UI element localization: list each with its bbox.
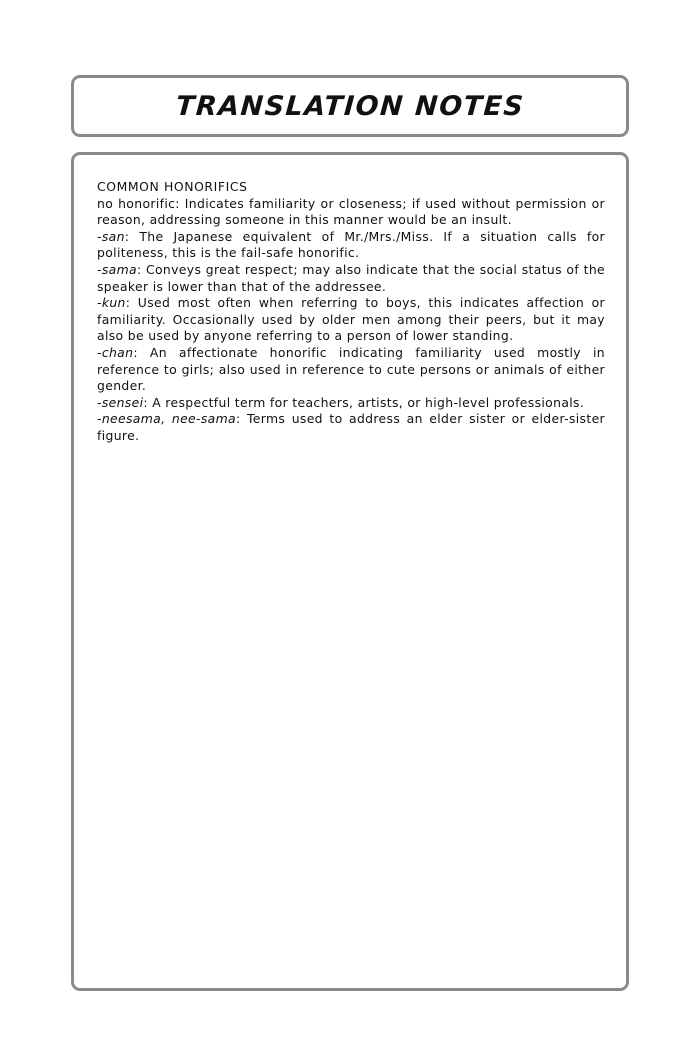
note-term: -kun (97, 295, 126, 311)
note-definition: : Conveys great respect; may also indicate that the social status of the speaker is lower than that of the addressee. (97, 261, 605, 294)
note-definition: : Used most often when referring to boys, this indicates affection or familiarity. Occasionally used by older men among their peers, but it may also be used by anyone referring to a person of lower standing. (97, 295, 605, 344)
note-entry (97, 229, 605, 262)
note-term: -sensei (97, 394, 144, 410)
section-heading: COMMON HONORIFICS (97, 179, 248, 194)
note-term: -sama (97, 261, 137, 277)
note-definition: : Indicates familiarity or closeness; if used without permission or reason, addressing someone in this manner would be an insult. (97, 195, 605, 228)
note-entry (97, 295, 605, 345)
note-entry (97, 196, 605, 229)
notes-body (97, 179, 605, 445)
note-term: -chan (97, 344, 134, 360)
note-entry (97, 395, 605, 412)
note-term: no honorific (97, 195, 176, 211)
title-box (71, 75, 629, 137)
note-definition: : A respectful term for teachers, artists, or high-level professionals. (143, 394, 585, 410)
page-title: TRANSLATION NOTES (174, 90, 526, 122)
note-definition: : An affectionate honorific indicating familiarity used mostly in reference to girls; also used in reference to cute persons or animals of either gender. (97, 344, 605, 394)
notes-box (71, 152, 629, 991)
note-entry (97, 411, 605, 444)
note-entry (97, 345, 605, 395)
note-term: -neesama, nee-sama (97, 411, 236, 427)
note-term: -san (97, 228, 125, 244)
note-definition: : Terms used to address an elder sister or elder-sister figure. (97, 411, 605, 443)
note-entry (97, 262, 605, 295)
note-definition: : The Japanese equivalent of Mr./Mrs./Miss. If a situation calls for politeness, this is the fail-safe honorific. (97, 228, 605, 261)
